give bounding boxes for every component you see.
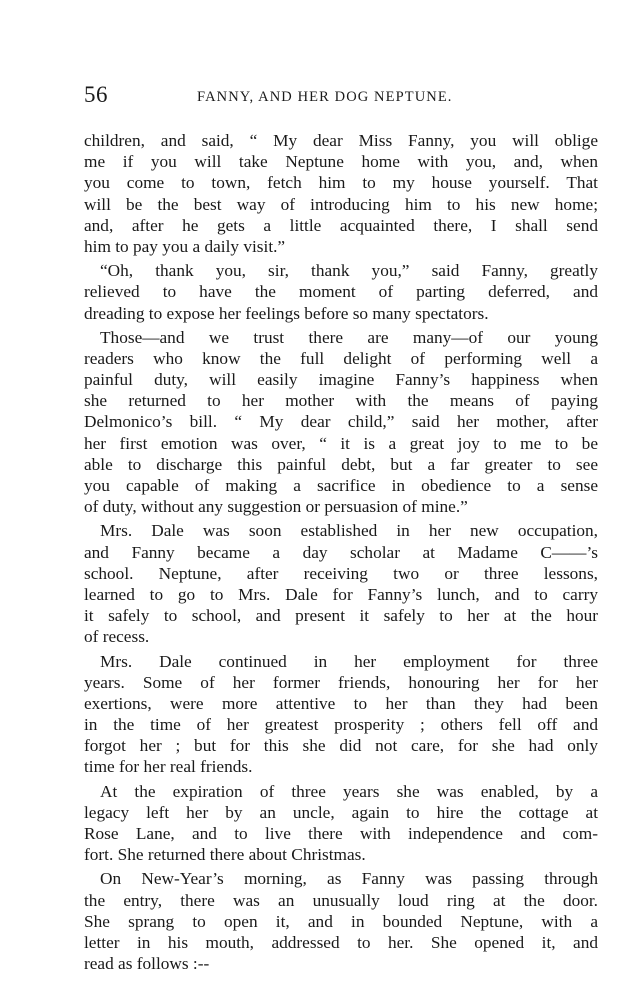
- text-line: “Oh, thank you, sir, thank you,” said Fanny, greatly: [100, 261, 598, 281]
- text-line: dreading to expose her feelings before so many spectators.: [84, 303, 489, 323]
- text-line: At the expiration of three years she was enabled, by a: [100, 781, 598, 801]
- text-line: read as follows :--: [84, 954, 210, 974]
- text-line: Those—and we trust there are many—of our young: [100, 327, 598, 347]
- text-line: exertions, were more attentive to her than they had been: [84, 693, 598, 713]
- text-line: learned to go to Mrs. Dale for Fanny’s lunch, and to carry: [84, 584, 598, 604]
- text-line: school. Neptune, after receiving two or three lessons,: [84, 563, 598, 583]
- page-number: 56: [84, 82, 108, 107]
- text-line: her first emotion was over, “ it is a great joy to me to be: [84, 433, 598, 453]
- text-line: time for her real friends.: [84, 757, 253, 777]
- text-line: of duty, without any suggestion or persuasion of mine.”: [84, 497, 468, 517]
- text-line: me if you will take Neptune home with you, and, when: [84, 152, 598, 172]
- body-text: [84, 130, 598, 974]
- text-line: relieved to have the moment of parting deferred, and: [84, 282, 598, 302]
- text-line: and, after he gets a little acquainted there, I shall send: [84, 215, 598, 235]
- text-line: it safely to school, and present it safely to her at the hour: [84, 606, 598, 626]
- text-line: painful duty, will easily imagine Fanny’s happiness when: [84, 370, 598, 390]
- text-line: you capable of making a sacrifice in obedience to a sense: [84, 476, 598, 495]
- text-line: the entry, there was an unusually loud ring at the door.: [84, 890, 598, 910]
- text-line: and Fanny became a day scholar at Madame C——’s: [84, 542, 598, 562]
- text-line: she returned to her mother with the means of paying: [84, 391, 598, 411]
- text-line: fort. She returned there about Christmas.: [84, 845, 366, 865]
- text-line: Mrs. Dale continued in her employment for three: [100, 651, 598, 671]
- page-header: [84, 82, 604, 112]
- text-line: Delmonico’s bill. “ My dear child,” said her mother, after: [84, 412, 598, 432]
- text-line: him to pay you a daily visit.”: [84, 236, 286, 256]
- text-line: in the time of her greatest prosperity ; others fell off and: [84, 715, 598, 735]
- text-line: children, and said, “ My dear Miss Fanny, you will oblige: [84, 131, 598, 150]
- text-line: Mrs. Dale was soon established in her new occupation,: [100, 521, 598, 541]
- text-line: readers who know the full delight of performing well a: [84, 348, 598, 368]
- text-line: legacy left her by an uncle, again to hire the cottage at: [84, 802, 598, 822]
- text-line: able to discharge this painful debt, but a far greater to see: [84, 454, 598, 474]
- running-title: FANNY, AND HER DOG NEPTUNE.: [197, 89, 453, 105]
- text-line: you come to town, fetch him to my house yourself. That: [84, 173, 598, 193]
- text-line: of recess.: [84, 627, 150, 647]
- text-line: forgot her ; but for this she did not care, for she had only: [84, 736, 598, 756]
- text-line: Rose Lane, and to live there with independence and com-: [84, 824, 598, 843]
- text-line: letter in his mouth, addressed to her. She opened it, and: [84, 932, 598, 952]
- text-line: years. Some of her former friends, honouring her for her: [84, 672, 598, 692]
- text-line: will be the best way of introducing him to his new home;: [84, 194, 598, 214]
- text-line: On New-Year’s morning, as Fanny was passing through: [100, 869, 598, 889]
- text-line: She sprang to open it, and in bounded Neptune, with a: [84, 911, 598, 931]
